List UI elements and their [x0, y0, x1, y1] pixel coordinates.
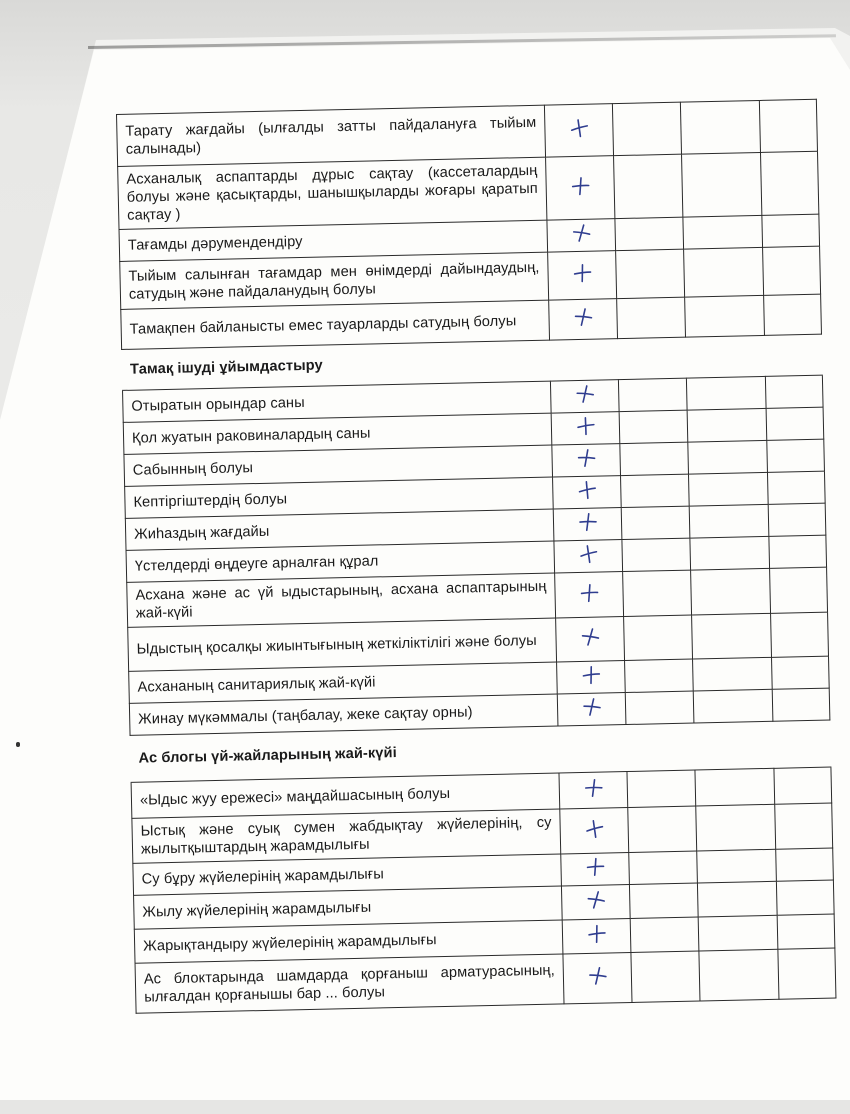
- handwritten-plus-mark: [580, 664, 603, 691]
- empty-cell: [764, 294, 822, 335]
- handwritten-plus-mark: [568, 117, 591, 144]
- empty-cell: [695, 768, 775, 806]
- empty-cell: [625, 691, 694, 724]
- empty-cell: [775, 803, 833, 849]
- compliance-mark-cell: [552, 444, 621, 477]
- compliance-mark-cell: [562, 918, 631, 953]
- empty-cell: [693, 657, 773, 691]
- section-title: Ас блогы үй-жайларының жай-күйі: [130, 720, 831, 782]
- empty-cell: [687, 408, 767, 442]
- empty-cell: [769, 535, 827, 568]
- empty-cell: [772, 656, 830, 689]
- handwritten-plus-mark: [583, 817, 606, 844]
- criterion-label: Жинау мүкәммалы (таңбалау, жеке сақтау орны): [129, 694, 558, 735]
- empty-cell: [778, 948, 836, 999]
- handwritten-plus-mark: [572, 306, 595, 333]
- handwritten-plus-mark: [580, 696, 603, 723]
- criterion-label: Тамақпен байланысты емес тауарларды сатудың болуы: [121, 300, 550, 349]
- compliance-mark-cell: [555, 572, 624, 618]
- empty-cell: [612, 102, 681, 155]
- empty-cell: [697, 881, 777, 917]
- empty-cell: [771, 612, 829, 657]
- handwritten-plus-mark: [575, 447, 598, 474]
- compliance-mark-cell: [547, 219, 616, 252]
- empty-cell: [697, 849, 777, 883]
- empty-cell: [621, 506, 690, 539]
- criterion-label: Су бұру жүйелерінің жарамдылығы: [133, 854, 562, 895]
- compliance-mark-cell: [561, 852, 630, 885]
- inspection-checklist: [116, 98, 849, 1113]
- criterion-label: Тағамды дәрумендендіру: [119, 220, 548, 261]
- handwritten-plus-mark: [571, 262, 594, 289]
- criterion-label: Ыстық және суық сумен жабдықтау жүйелерінің, су жылытқыштардың жарамдылығы: [132, 809, 561, 863]
- empty-cell: [776, 880, 834, 915]
- empty-cell: [684, 247, 764, 297]
- empty-cell: [763, 246, 821, 295]
- empty-cell: [627, 770, 696, 807]
- section-title: Тамақ ішуді ұйымдастыру: [122, 334, 823, 390]
- empty-cell: [623, 570, 692, 616]
- empty-cell: [686, 376, 766, 410]
- handwritten-plus-mark: [574, 415, 597, 442]
- criterion-label: Тыйым салынған тағамдар мен өнімдерді дайындаудың, сатудың және пайдаланудың болуы: [120, 252, 549, 309]
- compliance-mark-cell: [550, 380, 619, 413]
- empty-cell: [614, 154, 683, 218]
- handwritten-plus-mark: [570, 222, 593, 249]
- compliance-mark-cell: [551, 412, 620, 445]
- empty-cell: [768, 503, 826, 536]
- empty-cell: [629, 883, 698, 918]
- handwritten-plus-mark: [579, 626, 602, 653]
- empty-cell: [767, 471, 825, 504]
- handwritten-plus-mark: [585, 888, 608, 915]
- handwritten-plus-mark: [584, 855, 607, 882]
- empty-cell: [693, 689, 773, 723]
- handwritten-plus-mark: [576, 511, 599, 538]
- empty-cell: [766, 407, 824, 440]
- empty-cell: [760, 151, 818, 215]
- checklist-body: [117, 99, 836, 1013]
- empty-cell: [615, 217, 684, 250]
- empty-cell: [618, 378, 687, 411]
- criterion-label: Отыратын орындар саны: [123, 381, 552, 422]
- criterion-label: Қол жуатын раковиналардың саны: [123, 413, 552, 454]
- criterion-label: Жылу жүйелерінің жарамдылығы: [134, 886, 563, 929]
- empty-cell: [621, 474, 690, 507]
- compliance-mark-cell: [557, 693, 626, 726]
- handwritten-plus-mark: [578, 581, 601, 608]
- empty-cell: [776, 848, 834, 881]
- empty-cell: [685, 295, 765, 337]
- compliance-mark-cell: [546, 156, 615, 220]
- criterion-label: Кептіргіштердің болуы: [125, 477, 554, 518]
- handwritten-plus-mark: [582, 777, 605, 804]
- criterion-label: Асханалық аспаптарды дұрыс сақтау (кассеталардың болуы және қасықтарды, шанышқыларды жоғары қаратып сақтау ): [118, 157, 547, 229]
- handwritten-plus-mark: [576, 479, 599, 506]
- empty-cell: [683, 215, 763, 249]
- compliance-mark-cell: [563, 952, 632, 1003]
- empty-cell: [680, 100, 760, 154]
- criterion-label: Тарату жағдайы (ылғалды затты пайдалануға тыйым салынады): [117, 105, 546, 166]
- empty-cell: [770, 567, 828, 613]
- compliance-mark-cell: [560, 808, 629, 854]
- criterion-label: Ас блоктарында шамдарда қорғаныш арматурасының, ылғалдан қорғанышы бар ... болуы: [135, 954, 564, 1013]
- empty-cell: [692, 613, 772, 659]
- empty-cell: [631, 951, 700, 1002]
- empty-cell: [698, 915, 778, 951]
- checklist-table: [116, 99, 836, 1014]
- empty-cell: [774, 767, 832, 804]
- empty-cell: [682, 152, 762, 217]
- criterion-label: Асхананың санитариялық жай-күйі: [129, 662, 558, 703]
- criterion-label: «Ыдыс жуу ережесі» маңдайшасының болуы: [131, 773, 560, 818]
- handwritten-plus-mark: [577, 543, 600, 570]
- handwritten-plus-mark: [586, 964, 609, 991]
- empty-cell: [628, 806, 697, 852]
- empty-cell: [762, 214, 820, 247]
- empty-cell: [630, 917, 699, 952]
- empty-cell: [616, 249, 685, 298]
- compliance-mark-cell: [553, 476, 622, 509]
- empty-cell: [688, 472, 768, 506]
- criterion-label: Ыдыстың қосалқы жиынтығының жеткіліктілігі және болуы: [128, 618, 557, 671]
- empty-cell: [622, 538, 691, 571]
- handwritten-plus-mark: [573, 383, 596, 410]
- empty-cell: [617, 297, 686, 338]
- empty-cell: [689, 504, 769, 538]
- empty-cell: [696, 804, 776, 851]
- empty-cell: [759, 99, 817, 152]
- empty-cell: [690, 536, 770, 570]
- empty-cell: [777, 914, 835, 949]
- criterion-label: Жиһаздың жағдайы: [125, 509, 554, 550]
- empty-cell: [629, 851, 698, 884]
- handwritten-plus-mark: [569, 174, 592, 201]
- empty-cell: [691, 568, 771, 615]
- empty-cell: [772, 688, 830, 721]
- compliance-mark-cell: [544, 104, 613, 157]
- compliance-mark-cell: [556, 617, 625, 662]
- empty-cell: [619, 410, 688, 443]
- handwritten-plus-mark: [585, 922, 608, 949]
- empty-cell: [624, 615, 693, 660]
- margin-speck: [16, 742, 20, 747]
- compliance-mark-cell: [549, 299, 618, 340]
- empty-cell: [699, 949, 779, 1001]
- compliance-mark-cell: [554, 540, 623, 573]
- empty-cell: [620, 442, 689, 475]
- empty-cell: [625, 659, 694, 692]
- criterion-label: Сабынның болуы: [124, 445, 553, 486]
- compliance-mark-cell: [561, 884, 630, 919]
- criterion-label: Асхана және ас үй ыдыстарының, асхана аспаптарының жай-күйі: [127, 573, 556, 627]
- empty-cell: [767, 439, 825, 472]
- empty-cell: [688, 440, 768, 474]
- compliance-mark-cell: [553, 508, 622, 541]
- criterion-label: Үстелдерді өңдеуге арналған құрал: [126, 541, 555, 582]
- compliance-mark-cell: [548, 251, 617, 300]
- empty-cell: [765, 375, 823, 408]
- compliance-mark-cell: [557, 661, 626, 694]
- compliance-mark-cell: [559, 772, 628, 809]
- criterion-label: Жарықтандыру жүйелерінің жарамдылығы: [134, 920, 563, 963]
